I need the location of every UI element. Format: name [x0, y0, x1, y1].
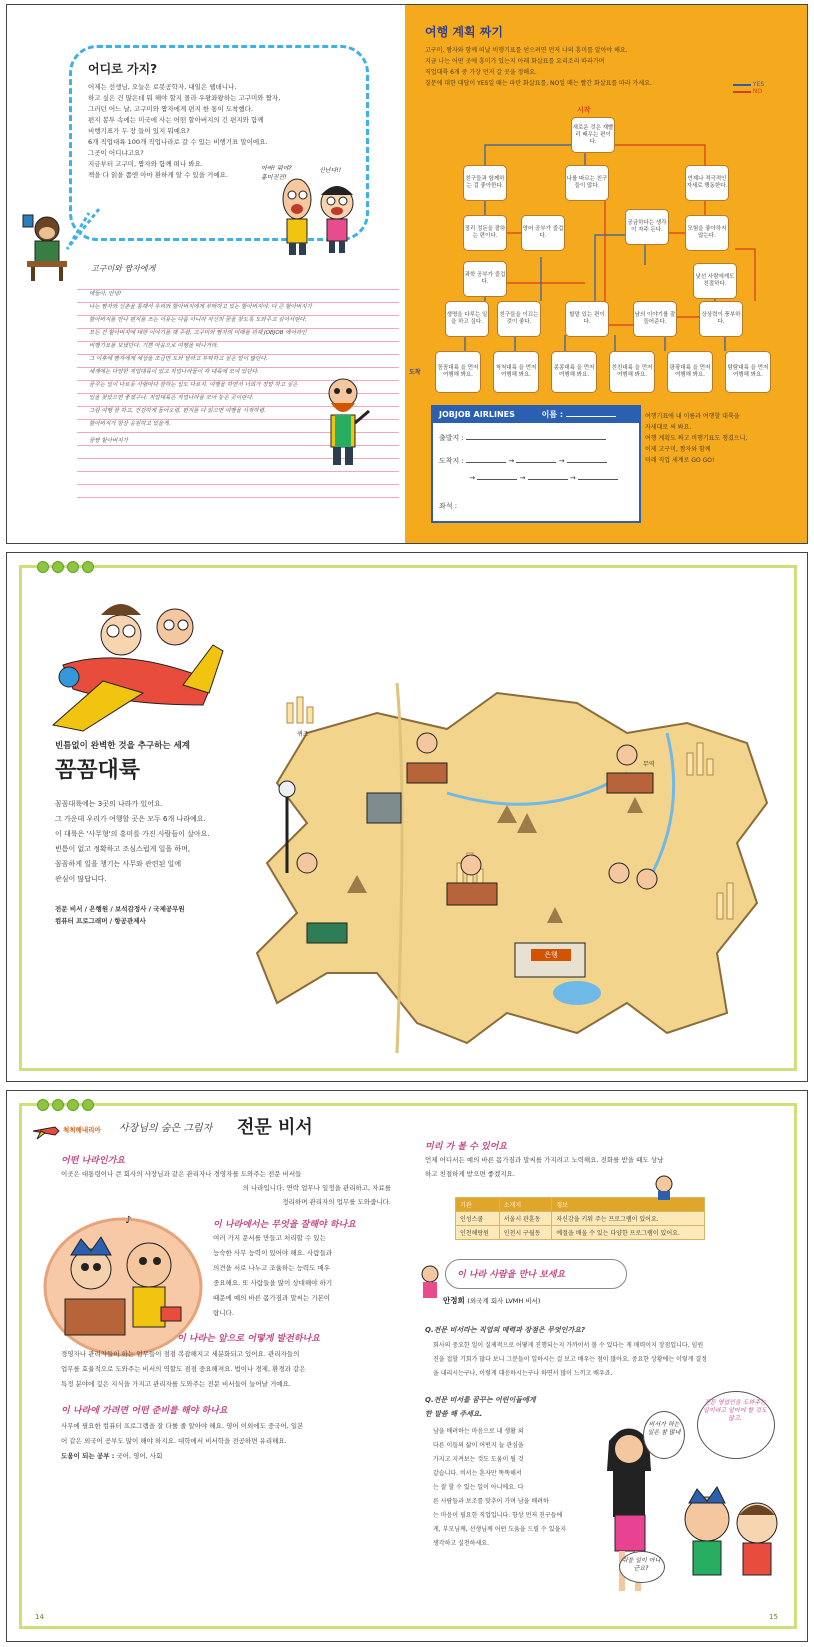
spread-professional-secretary	[6, 1090, 808, 1642]
destination-box: 척척대륙 을 먼저 여행해 봐요.	[493, 351, 539, 393]
page-number-right: 15	[769, 1613, 778, 1621]
dot	[67, 561, 79, 573]
continent-subtitle: 빈틈없이 완벽한 것을 추구하는 세계	[55, 741, 191, 751]
plan-instructions: 고구미, 짬자와 함께 떠날 비행기표를 얻으려면 먼저 나의 흥미를 알아야 해요. 지금 나는 어떤 곳에 흥미가 있는지 아래 화살표를 요리조리 따라가며 직업대륙 6개 중 가장 먼저 갈 곳을 정해요. 질문에 대한 대답이 YES일 때는 파란 화살표를, NO일 때는 빨간 화살표를 따라 가세요.	[425, 47, 652, 87]
flow-node: 할말 있는 편이다.	[565, 301, 609, 337]
section-title: 미리 가 볼 수 있어요	[425, 1142, 508, 1152]
interviewee-icon	[419, 1265, 441, 1301]
flow-node: 친구들을 이끄는 것이 좋다.	[497, 301, 541, 337]
section-title: 어떤 나라인가요	[61, 1156, 125, 1166]
frame-dots	[37, 1099, 94, 1111]
speech-bubble-text: 쉬울 일이 아니군요?	[621, 1557, 661, 1572]
interview-title: 이 나라 사람을 만나 보세요	[457, 1270, 566, 1280]
dot	[82, 561, 94, 573]
country-label: 척척해내리아	[63, 1126, 101, 1134]
flow-arrival-label: 도착	[409, 369, 421, 376]
section-body: 여러 가지 문서를 만들고 처리할 수 있는 능숙한 사무 능력이 있어야 해요. 사람들과 의견을 서로 나누고 조율하는 능력도 매우 중요해요. 또 사람들을 많이 상대해야 하기 때문에 예의 바른 몸가짐과 말씨는 기본이 랍니다.	[213, 1234, 333, 1317]
flow-node: 과학 공부가 즐겁다.	[463, 261, 507, 297]
ticket-name-field[interactable]	[566, 416, 616, 417]
flow-node-start: 새로운 것은 재빨리 배우는 편이다.	[571, 117, 615, 153]
ticket-to-field[interactable]	[578, 479, 618, 480]
flow-node: 생명을 다루는 일을 하고 싶다.	[445, 301, 489, 337]
flow-node: 낯선 사람에게도 친절하다.	[693, 263, 737, 299]
ticket-note: 여행기표에 내 이름과 여행할 대륙을 자세대로 써 봐요. 여행 계획도 짜고 비행기표도 챙겼으니, 이제 고구미, 짬자와 함께 미래 직업 세계로 GO GO!	[645, 413, 748, 464]
left-page-intro	[7, 5, 405, 543]
dot	[37, 561, 49, 573]
flow-start-label: 시작	[577, 106, 591, 114]
destination-box: 콩콩대륙 을 먼저 여행해 봐요.	[551, 351, 597, 393]
question-2: Q.전문 비서를 꿈꾸는 어린이들에게 한 말씀 해 주세요.	[425, 1396, 536, 1418]
flow-node: 상상력이 풍부하다.	[699, 301, 743, 337]
destination-box: 탐탐대륙 을 먼저 여행해 봐요.	[725, 351, 771, 393]
flow-node: 정리 정돈을 잘하는 편이다.	[463, 215, 507, 251]
plan-title: 여행 계획 짜기	[425, 25, 503, 39]
table-header-row: 기관 소재지 정보	[456, 1198, 705, 1212]
ticket-to-field[interactable]	[567, 462, 607, 463]
continent-title: 꼼꼼대륙	[55, 758, 141, 783]
page-number-left: 14	[35, 1613, 44, 1621]
section-body: 언제 어디서든 예의 바른 몸가짐과 말씨를 가지려고 노력해요. 전화를 받을 때도 상냥 하고 친절하게 받으면 좋겠지요.	[425, 1156, 664, 1178]
destination-box: 팡팡대륙 을 먼저 여행해 봐요.	[667, 351, 713, 393]
ticket-seat: 좌석 :	[439, 502, 458, 510]
flow-node: 친구들과 함께하는 걸 좋아한다.	[463, 165, 507, 201]
small-character-icon	[653, 1175, 675, 1201]
continent-map-illustration	[247, 673, 787, 1063]
ticket-to-field[interactable]	[528, 479, 568, 480]
table-row: 인천해랑원 인천시 구월동 예절을 배울 수 있는 다양한 프로그램이 있어요.	[456, 1226, 705, 1240]
map-sign: 무역	[643, 761, 655, 768]
destination-box: 친친대륙 을 먼저 여행해 봐요.	[609, 351, 655, 393]
speech-bubble-text: 비서가 하는 일은 참 많네	[647, 1421, 681, 1436]
ticket-from-field[interactable]	[466, 439, 606, 440]
ticket-to-field[interactable]	[516, 462, 556, 463]
helpful-subjects: 도움이 되는 공부 : 국어, 영어, 사회	[61, 1452, 163, 1460]
flow-node: 영어 공부가 즐겁다.	[521, 215, 565, 251]
intro-title: 어디로 가지?	[88, 62, 158, 76]
heading-small: 사장님의 숨은 그림자	[119, 1123, 213, 1134]
dot	[52, 1099, 64, 1111]
grandpa-illustration	[313, 375, 373, 471]
section-title: 이 나라에서는 무엇을 잘해야 하나요	[213, 1220, 356, 1230]
dot	[37, 1099, 49, 1111]
flow-node: 궁금하다는 생각이 자주 든다.	[625, 209, 669, 245]
flow-node: 나를 따르는 친구들이 많다.	[565, 165, 609, 201]
dot	[67, 1099, 79, 1111]
spread-kkomkkom-continent	[6, 552, 808, 1082]
speech-bubble-text: 전문 영업인을 도와주는 일이라고 알아야 할 것도 많고.	[703, 1399, 767, 1422]
section-body: 사무에 필요한 컴퓨터 프로그램을 잘 다룰 줄 알아야 해요. 영어 이외에도 중국어, 일본 어 같은 외국어 공부도 많이 해야 하지요. 대학에서 비서학을 전공하면 유리해요. 도움이 되는 공부 : 국어, 영어, 사회	[61, 1419, 391, 1464]
shout-1: 아싸! 뭐야? 흥미진진!	[261, 165, 292, 181]
monkey-reading-illustration	[21, 211, 77, 283]
letter-sign: 꿈짱 할아버지가	[89, 438, 128, 444]
answer-1: 회사의 중요한 일이 실제적으로 어떻게 진행되는지 가까이서 볼 수 있다는 게 매력이지 장점입니다. 임원 진을 접할 기회가 많다 보니 그분들이 일하시는 걸 보고 배우는 점이 많아요. 중요한 상황에는 이렇게 결정 을 내리시는구나, 이렇게 대응하시는구나 하면서 많이 느끼고 배우죠.	[433, 1342, 707, 1377]
section-title: 이 나라는 앞으로 어떻게 발전하나요	[177, 1334, 320, 1344]
ticket-from: 출발지 :	[439, 433, 606, 443]
job-list: 전문 비서 / 은행원 / 보석감정사 / 국제공무원 컴퓨터 프로그래머 / 항공관제사	[55, 905, 185, 925]
airplane-mini-icon	[31, 1119, 61, 1141]
page-heading: 전문 비서	[237, 1117, 313, 1138]
ticket-header: JOBJOB AIRLINES 이름 :	[433, 407, 639, 423]
ticket-to-field[interactable]	[466, 462, 506, 463]
question-1: Q.전문 비서라는 직업의 매력과 장점은 무엇인가요?	[425, 1326, 586, 1334]
dot	[52, 561, 64, 573]
spread-travel-plan	[6, 4, 808, 544]
intro-text: 어제는 선생님, 오늘은 로봇공학자, 내일은 웹데니나. 하고 싶은 건 많은데 뭐 해야 할지 몰라 우왕좌왕하는 고구미와 짬자, 그러던 어느 날, 고구미와 짬자에게 편지 한 통이 도착했다. 편지 봉투 속에는 미국에 사는 어떤 할아버지의 긴 편지와 함께 비행기표가 두 장 들어 있지 뭐예요? 6개 직업대륙 100개 직업나라로 갈 수 있는 비행기표 말이에요. 그곳이 어디냐고요? 지금부터 고구미, 짬자와 함께 떠나 봐요. 책을 다 읽을 쯤엔 아마 환하게 알 수 있을 거예요.	[88, 83, 281, 179]
ticket-to-field[interactable]	[477, 479, 517, 480]
shout-2: 신난다!!	[319, 167, 342, 174]
section-body: 이곳은 대통령이나 큰 회사의 사장님과 같은 관리자나 경영자를 도와주는 전문 비서들 의 나라입니다. 연락 업무나 일정을 관리하고, 자료를 정리하며 관리자의 업무를 도와줍니다.	[61, 1170, 391, 1206]
section-body: 경영자나 관리자들이 하는 업무들이 점점 복잡해지고 세분화되고 있어요. 관리자들의 업무를 효율적으로 도와주는 비서의 역할도 점점 중요해져요. 법이나 경제, 환경과 같은 특정 분야에 깊은 지식을 가지고 관리자를 도와주는 전문 비서들이 늘어날 거예요.	[61, 1350, 306, 1388]
letter-title: 고구미와 짬자에게	[91, 264, 156, 273]
airplane-kids-illustration	[43, 585, 233, 755]
kids-cheering-illustration	[275, 177, 365, 257]
ticket-to: 도착지 : → → → → →	[439, 453, 618, 487]
continent-description: 꼼꼼대륙에는 3곳의 나라가 있어요. 그 가운데 우리가 여행할 곳은 모두 6개 나라예요. 이 대륙은 '사무형'의 흥미를 가진 사람들이 살아요. 빈틈이 없고 정확하고 조심스럽게 일을 하며, 꼼꼼하게 일을 챙기는 사무와 관련된 일에 관심이 많답니다.	[55, 800, 210, 883]
flow-node: 남의 이야기를 잘 들어준다.	[633, 301, 677, 337]
flow-node: 모험을 좋아하지 않는다.	[685, 215, 729, 251]
frame-dots	[37, 561, 94, 573]
jobjob-ticket	[431, 405, 641, 523]
dot	[82, 1099, 94, 1111]
destination-box: 꼼꼼대륙 을 먼저 여행해 봐요.	[435, 351, 481, 393]
program-table	[455, 1197, 705, 1240]
answer-2: 남을 배려하는 마음으로 내 생활 외 다른 이들의 삶이 어떤지 늘 관심을 가지고 지켜보는 것도 도움이 될 것 같습니다. 비서는 혼자만 똑똑해서 는 잘 할 수 있는 일이 아니에요. 다 른 사람들과 보조를 맞추어 가며 남을 배려하 는 마음이 필요한 직업입니다. 항상 먼저 친구들에 게, 부모님께, 선생님께 어떤 도움을 드릴 수 있을지 생각하고 실천하세요.	[433, 1428, 567, 1547]
table-row: 인성스쿨 서울시 관훈동 자신감을 키워 주는 프로그램이 있어요.	[456, 1212, 705, 1226]
section-title: 이 나라에 가려면 어떤 준비를 해야 하나요	[61, 1406, 228, 1416]
map-sign: 퀴즈	[297, 731, 309, 738]
flow-node: 언제나 적극적인 자세로 행동한다.	[685, 165, 729, 201]
flowchart-arrows	[405, 5, 807, 405]
music-note-icon: ♪	[125, 1215, 132, 1226]
person-name: 안정희 (외국계 회사 LVMH 비서)	[443, 1296, 541, 1305]
bank-sign: 은행	[531, 949, 571, 961]
letter-body: 애들아, 안녕! 나는 짬자와 신촌을 통해서 우리와 할아버지에게 부탁하고 있는 할아버지야. 다 큰 할아버지가 할아버지를 만나 편지를 쓰는 이유는 다름 아니라 자신의 꿈을 찾도록 도와주고 싶어서란다. 모든 건 할아버지에 대한 이야기를 해 주렴, 고구미와 짬자의 미래를 위해 JOBJOB 에어라인 비행기표를 보냈단다. 기쁜 마음으로 여행을 떠나거라. 그 이후에 짬자에게 세상을 조금만 도와 달라고 부탁하고 싶은 말이 많단다. 세계에는 다양한 직업대륙이 있고 직업나라들이 각 대륙에 모여 있단다. 꿈꾸는 일이 다르듯 사람마다 잘하는 일도 다르지. 여행을 하면서 너희가 정말 하고 싶은 일을 찾았으면 좋겠구나. 직업대륙은 직업나라를 모아 놓은 곳이란다. 그럼 여행 잘 하고, 건강하게 돌아오렴. 편지를 다 읽으면 여행을 시작하렴. 할아버지가 항상 응원하고 있을게. 꿈짱 할아버지가	[89, 288, 349, 448]
legend: YES NO	[733, 81, 764, 95]
